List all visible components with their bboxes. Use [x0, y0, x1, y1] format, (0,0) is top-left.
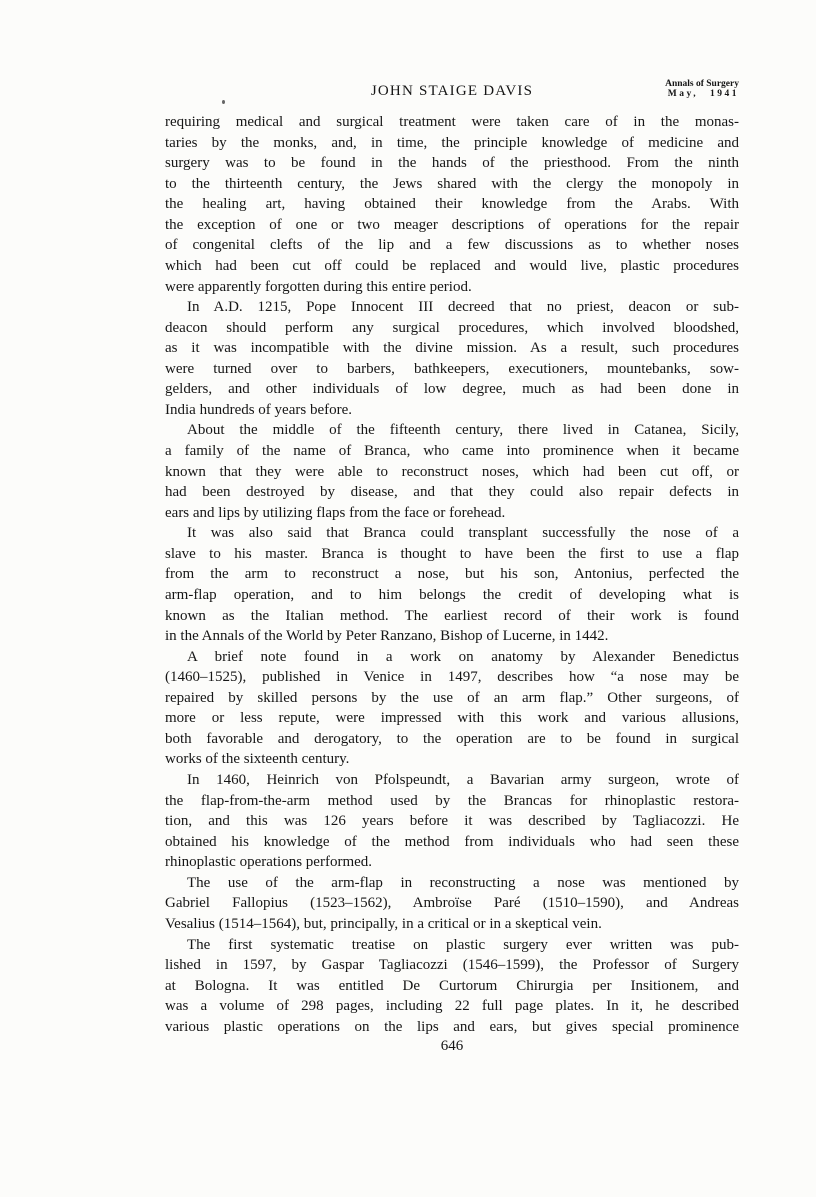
running-title: JOHN STAIGE DAVIS [370, 83, 534, 99]
paragraph [165, 297, 739, 420]
paragraph [165, 647, 739, 770]
text-line: In A.D. 1215, Pope Innocent III decreed that no priest, deacon or sub- [187, 299, 739, 316]
paragraph [165, 873, 739, 935]
text-line: Vesalius (1514–1564), but, principally, in a critical or in a skeptical vein. [165, 915, 602, 932]
journal-issue-date: May, 1941 [667, 89, 739, 99]
text-line: various plastic operations on the lips and ears, but gives special prominence [165, 1018, 739, 1035]
text-line: rhinoplastic operations performed. [165, 854, 373, 871]
text-line: In 1460, Heinrich von Pfolspeundt, a Bavarian army surgeon, wrote of [187, 772, 739, 788]
page-body [165, 112, 739, 1037]
text-line: taries by the monks, and, in time, the principle knowledge of medicine and [165, 134, 739, 151]
scan-speck [222, 100, 225, 104]
text-line: more or less repute, were impressed with this work and various allusions, [165, 710, 739, 727]
text-line: requiring medical and surgical treatment were taken care of in the monas- [165, 114, 739, 130]
text-line: the flap-from-the-arm method used by the Brancas for rhinoplastic restora- [165, 792, 739, 809]
text-line: a family of the name of Branca, who came into prominence when it became [165, 443, 739, 459]
text-line: India hundreds of years before. [165, 401, 353, 418]
text-line: known that they were able to reconstruct noses, which had been cut off, or [165, 463, 739, 480]
text-line: of congenital clefts of the lip and a few discussions as to whether noses [165, 237, 739, 254]
text-line: ears and lips by utilizing flaps from the face or forehead. [165, 504, 506, 521]
text-line: About the middle of the fifteenth century, there lived in Catanea, Sicily, [187, 422, 739, 439]
paragraph [165, 935, 739, 1038]
text-line: gelders, and other individuals of low degree, much as had been done in [165, 381, 739, 398]
text-line: works of the sixteenth century. [165, 751, 350, 768]
page-number: 646 [440, 1038, 464, 1054]
text-line: arm-flap operation, and to him belongs the credit of developing what is [165, 586, 739, 603]
text-line: from the arm to reconstruct a nose, but his son, Antonius, perfected the [165, 566, 739, 583]
text-line: The first systematic treatise on plastic surgery ever written was pub- [187, 936, 739, 953]
paragraph [165, 420, 739, 523]
journal-masthead [165, 79, 739, 99]
journal-name: Annals of Surgery [665, 79, 739, 89]
text-line: tion, and this was 126 years before it was described by Tagliacozzi. He [165, 813, 739, 830]
text-line: The use of the arm-flap in reconstructing a nose was mentioned by [187, 874, 739, 891]
text-line: were turned over to barbers, bathkeepers, executioners, mountebanks, sow- [165, 360, 739, 377]
text-line: the healing art, having obtained their knowledge from the Arabs. With [165, 196, 739, 213]
text-line: to the thirteenth century, the Jews shared with the clergy the monopoly in [165, 175, 739, 192]
text-line: in the Annals of the World by Peter Ranzano, Bishop of Lucerne, in 1442. [165, 628, 609, 645]
text-line: repaired by skilled persons by the use of an arm flap.” Other surgeons, of [165, 689, 739, 706]
text-line: known as the Italian method. The earliest record of their work is found [165, 607, 739, 624]
text-line: slave to his master. Branca is thought to have been the first to use a flap [165, 545, 739, 562]
text-line: surgery was to be found in the hands of the priesthood. From the ninth [165, 155, 739, 172]
text-line: was a volume of 298 pages, including 22 full page plates. In it, he described [165, 998, 739, 1015]
paragraph [165, 770, 739, 873]
paragraph [165, 523, 739, 646]
text-line: A brief note found in a work on anatomy by Alexander Benedictus [187, 648, 739, 665]
text-line: (1460–1525), published in Venice in 1497, describes how “a nose may be [165, 669, 739, 686]
text-line: obtained his knowledge of the method from individuals who had seen these [165, 833, 739, 850]
text-line: as it was incompatible with the divine mission. As a result, such procedures [165, 340, 739, 357]
text-line: lished in 1597, by Gaspar Tagliacozzi (1546–1599), the Professor of Surgery [165, 957, 739, 974]
text-line: It was also said that Branca could transplant successfully the nose of a [187, 525, 739, 542]
text-line: Gabriel Fallopius (1523–1562), Ambroïse Paré (1510–1590), and Andreas [165, 895, 739, 912]
text-line: had been destroyed by disease, and that they could also repair defects in [165, 484, 739, 501]
text-line: at Bologna. It was entitled De Curtorum Chirurgia per Insitionem, and [165, 977, 739, 994]
text-line: deacon should perform any surgical procedures, which involved bloodshed, [165, 319, 739, 336]
paragraph [165, 112, 739, 297]
text-line: were apparently forgotten during this entire period. [165, 278, 472, 295]
text-line: which had been cut off could be replaced and would live, plastic procedures [165, 257, 739, 274]
text-line: the exception of one or two meager descriptions of operations for the repair [165, 216, 739, 233]
text-line: both favorable and derogatory, to the operation are to be found in surgical [165, 730, 739, 747]
